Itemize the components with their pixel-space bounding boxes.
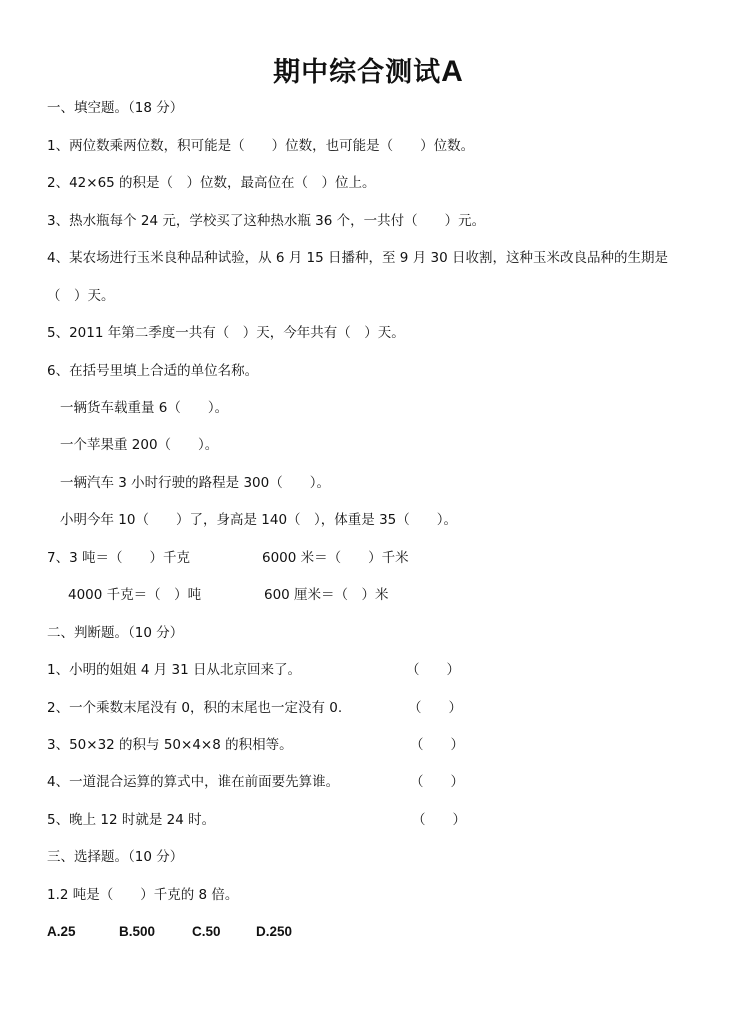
judge-item-2-bracket: （ ） — [408, 700, 462, 716]
question-1-6-d: 小明今年 10（ ）了，身高是 140（ ），体重是 35（ ）。 — [60, 512, 457, 528]
page-title — [0, 50, 737, 89]
judge-item-2-text: 2、一个乘数末尾没有 0，积的末尾也一定没有 0. — [47, 700, 343, 716]
judge-item-1-text: 1、小明的姐姐 4 月 31 日从北京回来了。 — [47, 662, 302, 678]
question-1-7-b-left: 4000 千克＝（ ）吨 — [68, 587, 202, 603]
question-1-7-a-right: 6000 米＝（ ）千米 — [262, 550, 409, 566]
judge-item-1-bracket: （ ） — [406, 662, 460, 678]
question-1-3: 3、热水瓶每个 24 元，学校买了这种热水瓶 36 个，一共付（ ）元。 — [47, 213, 486, 229]
question-1-7-b-right: 600 厘米＝（ ）米 — [264, 587, 389, 603]
question-1-2: 2、42×65 的积是（ ）位数，最高位在（ ）位上。 — [47, 175, 376, 191]
choice-option-d: D.250 — [256, 924, 293, 939]
question-1-6: 6、在括号里填上合适的单位名称。 — [47, 363, 259, 379]
judge-item-4-bracket: （ ） — [410, 774, 464, 790]
question-1-6-a: 一辆货车载重量 6（ ）。 — [60, 400, 229, 416]
question-1-6-c: 一辆汽车 3 小时行驶的路程是 300（ ）。 — [60, 475, 330, 491]
question-1-4: 4、某农场进行玉米良种品种试验，从 6 月 15 日播种，至 9 月 30 日收割，这种玉米改良品种的生期是 — [47, 250, 668, 266]
choice-option-a: A.25 — [47, 924, 76, 939]
question-1-7-a-left: 7、3 吨＝（ ）千克 — [47, 550, 190, 566]
section-heading-true-false: 二、判断题。（10 分） — [47, 625, 184, 641]
question-1-5: 5、2011 年第二季度一共有（ ）天，今年共有（ ）天。 — [47, 325, 405, 341]
question-1-6-b: 一个苹果重 200（ ）。 — [60, 437, 219, 453]
section-heading-fill-in: 一、填空题。（18 分） — [47, 100, 184, 116]
section-heading-multiple-choice: 三、选择题。（10 分） — [47, 849, 184, 865]
title-main: 期中综合测试 — [273, 57, 442, 88]
choice-question-1: 1.2 吨是（ ）千克的 8 倍。 — [47, 887, 239, 903]
title-letter: A — [441, 55, 464, 88]
choice-option-c: C.50 — [192, 924, 221, 939]
judge-item-3-text: 3、50×32 的积与 50×4×8 的积相等。 — [47, 737, 293, 753]
question-1-4-continued: （ ）天。 — [47, 288, 115, 304]
judge-item-4-text: 4、一道混合运算的算式中，谁在前面要先算谁。 — [47, 774, 340, 790]
question-1-1: 1、两位数乘两位数，积可能是（ ）位数，也可能是（ ）位数。 — [47, 138, 475, 154]
judge-item-3-bracket: （ ） — [410, 737, 464, 753]
judge-item-5-bracket: （ ） — [412, 812, 466, 828]
choice-option-b: B.500 — [119, 924, 156, 939]
judge-item-5-text: 5、晚上 12 时就是 24 时。 — [47, 812, 216, 828]
